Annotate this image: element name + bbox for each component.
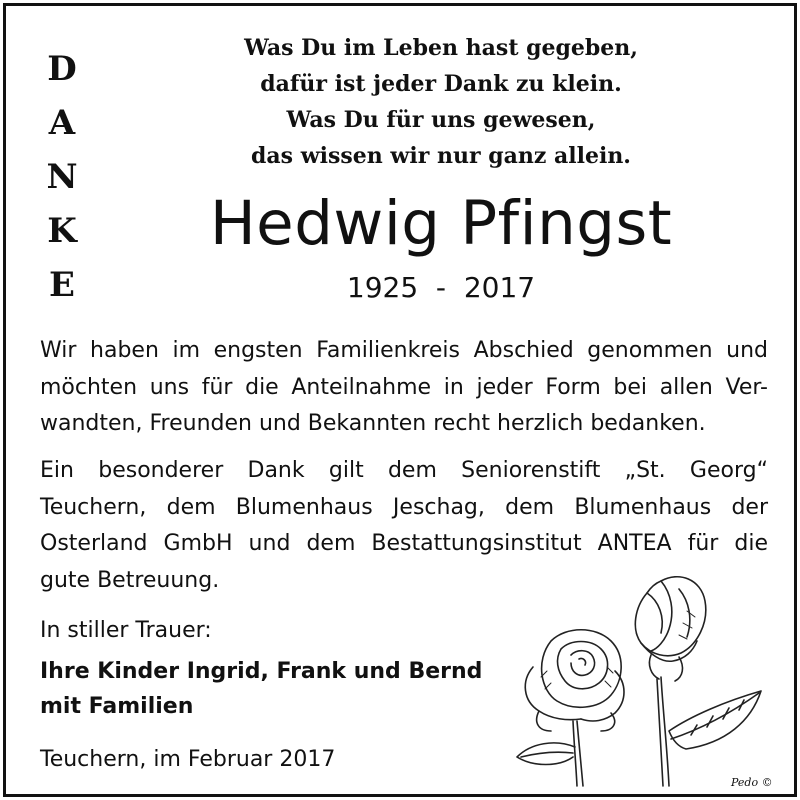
danke-vertical-word xyxy=(42,42,82,312)
signers xyxy=(40,654,482,724)
thanks-paragraph xyxy=(40,333,768,443)
danke-letter: K xyxy=(47,211,77,251)
danke-letter: E xyxy=(49,265,75,305)
poem-line: dafür ist jeder Dank zu klein. xyxy=(260,71,622,97)
danke-letter: A xyxy=(48,103,76,143)
artist-credit: Pedo © xyxy=(731,776,773,789)
signer-line: Ihre Kinder Ingrid, Frank und Bernd xyxy=(40,659,483,684)
place-date: Teuchern, im Februar 2017 xyxy=(40,747,336,772)
paragraph-line: gute Betreuung. xyxy=(40,567,220,593)
paragraph-line: möchten uns für die Anteilnahme in jeder Form bei allen Ver- xyxy=(40,374,768,400)
paragraph-line: Ein besonderer Dank gilt dem Seniorenstift „St. Georg“ xyxy=(40,458,768,483)
paragraph-line: Teuchern, dem Blumenhaus Jeschag, dem Blumenhaus der xyxy=(40,494,768,520)
poem-line: Was Du für uns gewesen, xyxy=(286,107,596,133)
signer-line: mit Familien xyxy=(40,694,194,719)
danke-letter: D xyxy=(47,49,77,89)
poem xyxy=(156,30,726,174)
deceased-name: Hedwig Pfingst xyxy=(209,188,673,259)
obituary-card xyxy=(3,3,797,797)
life-years: 1925 - 2017 xyxy=(346,271,536,304)
danke-letter: N xyxy=(46,157,78,197)
rose-illustration xyxy=(511,571,771,793)
mourning-line: In stiller Trauer: xyxy=(40,618,212,643)
paragraph-line: Wir haben im engsten Familienkreis Abschied genommen und xyxy=(40,338,768,363)
paragraph-line: wandten, Freunden und Bekannten recht herzlich bedanken. xyxy=(40,411,706,436)
poem-line: Was Du im Leben hast gegeben, xyxy=(244,35,638,61)
paragraph-line: Osterland GmbH und dem Bestattungsinstitut ANTEA für die xyxy=(40,531,768,556)
poem-line: das wissen wir nur ganz allein. xyxy=(251,143,631,169)
